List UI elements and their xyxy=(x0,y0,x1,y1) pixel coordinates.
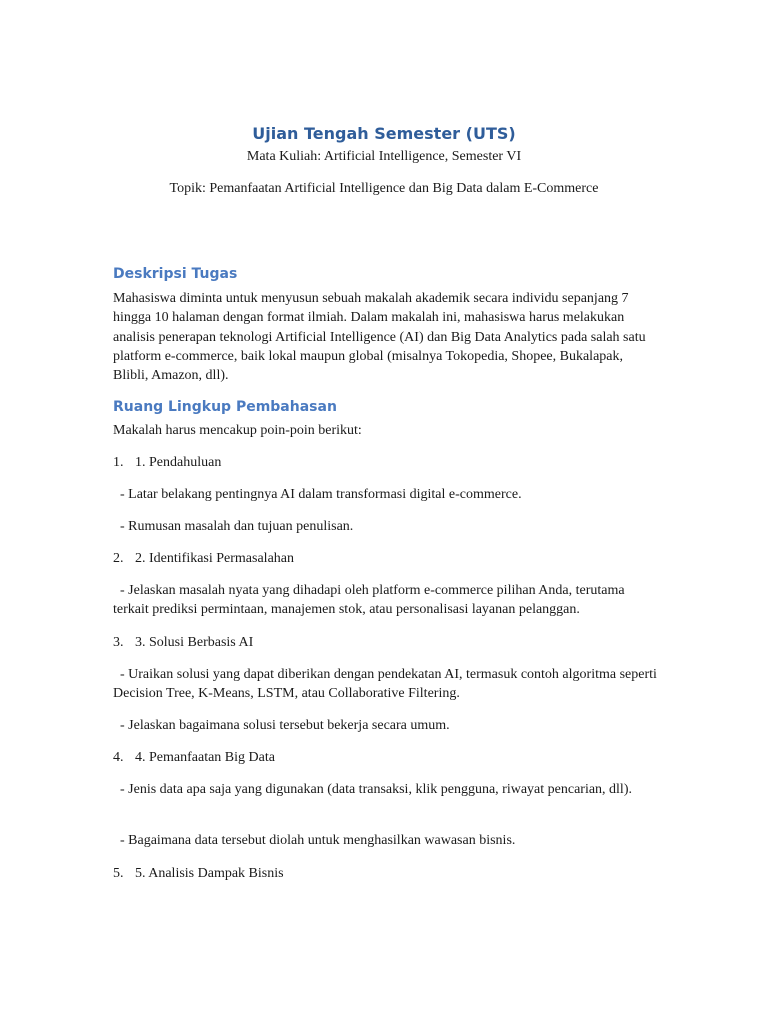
list-item-number: 2. xyxy=(113,551,124,566)
list-subitem: - Jelaskan masalah nyata yang dihadapi oleh platform e-commerce pilihan Anda, terutama terkait prediksi permintaan, manajemen stok, atau personalisasi layanan pelanggan. xyxy=(113,583,629,618)
list-item-label: 5. Analisis Dampak Bisnis xyxy=(135,866,284,881)
course-subtitle: Mata Kuliah: Artificial Intelligence, Semester VI xyxy=(246,149,522,164)
list-subitem: - Latar belakang pentingnya AI dalam transformasi digital e-commerce. xyxy=(113,487,522,502)
description-body: Mahasiswa diminta untuk menyusun sebuah makalah akademik secara individu sepanjang 7 hingga 10 halaman dengan format ilmiah. Dalam makalah ini, mahasiswa harus melakukan analisis penerapan teknologi Artificial Intelligence (AI) dan Big Data Analytics pada salah satu platform e-commerce, baik lokal maupun global (misalnya Tokopedia, Shopee, Bukalapak, Blibli, Amazon, dll). xyxy=(113,291,646,384)
list-item-solusi xyxy=(113,633,253,652)
list-subitem: - Rumusan masalah dan tujuan penulisan. xyxy=(113,519,354,534)
list-item-pendahuluan xyxy=(113,453,221,472)
document-title: Ujian Tengah Semester (UTS) xyxy=(252,124,516,143)
list-item-number: 5. xyxy=(113,866,124,881)
list-item-label: 3. Solusi Berbasis AI xyxy=(135,635,254,650)
list-subitem: - Jenis data apa saja yang digunakan (data transaksi, klik pengguna, riwayat pencarian, dll). xyxy=(113,782,632,797)
list-item-dampak-bisnis xyxy=(113,864,284,883)
list-item-number: 4. xyxy=(113,750,124,765)
scope-heading: Ruang Lingkup Pembahasan xyxy=(113,399,337,415)
scope-intro: Makalah harus mencakup poin-poin berikut: xyxy=(113,423,362,438)
topic-line: Topik: Pemanfaatan Artificial Intelligence dan Big Data dalam E-Commerce xyxy=(169,181,599,196)
list-subitem: - Jelaskan bagaimana solusi tersebut bekerja secara umum. xyxy=(113,718,450,733)
list-subitem: - Bagaimana data tersebut diolah untuk menghasilkan wawasan bisnis. xyxy=(113,833,516,848)
list-item-label: 2. Identifikasi Permasalahan xyxy=(135,551,295,566)
list-item-number: 3. xyxy=(113,635,124,650)
list-subitem: - Uraikan solusi yang dapat diberikan dengan pendekatan AI, termasuk contoh algoritma seperti Decision Tree, K-Means, LSTM, atau Collaborative Filtering. xyxy=(113,667,661,702)
list-item-label: 4. Pemanfaatan Big Data xyxy=(135,750,275,765)
list-item-label: 1. Pendahuluan xyxy=(135,455,222,470)
list-item-big-data xyxy=(113,748,275,767)
list-item-identifikasi xyxy=(113,549,294,568)
list-item-number: 1. xyxy=(113,455,124,470)
description-heading: Deskripsi Tugas xyxy=(113,266,238,282)
